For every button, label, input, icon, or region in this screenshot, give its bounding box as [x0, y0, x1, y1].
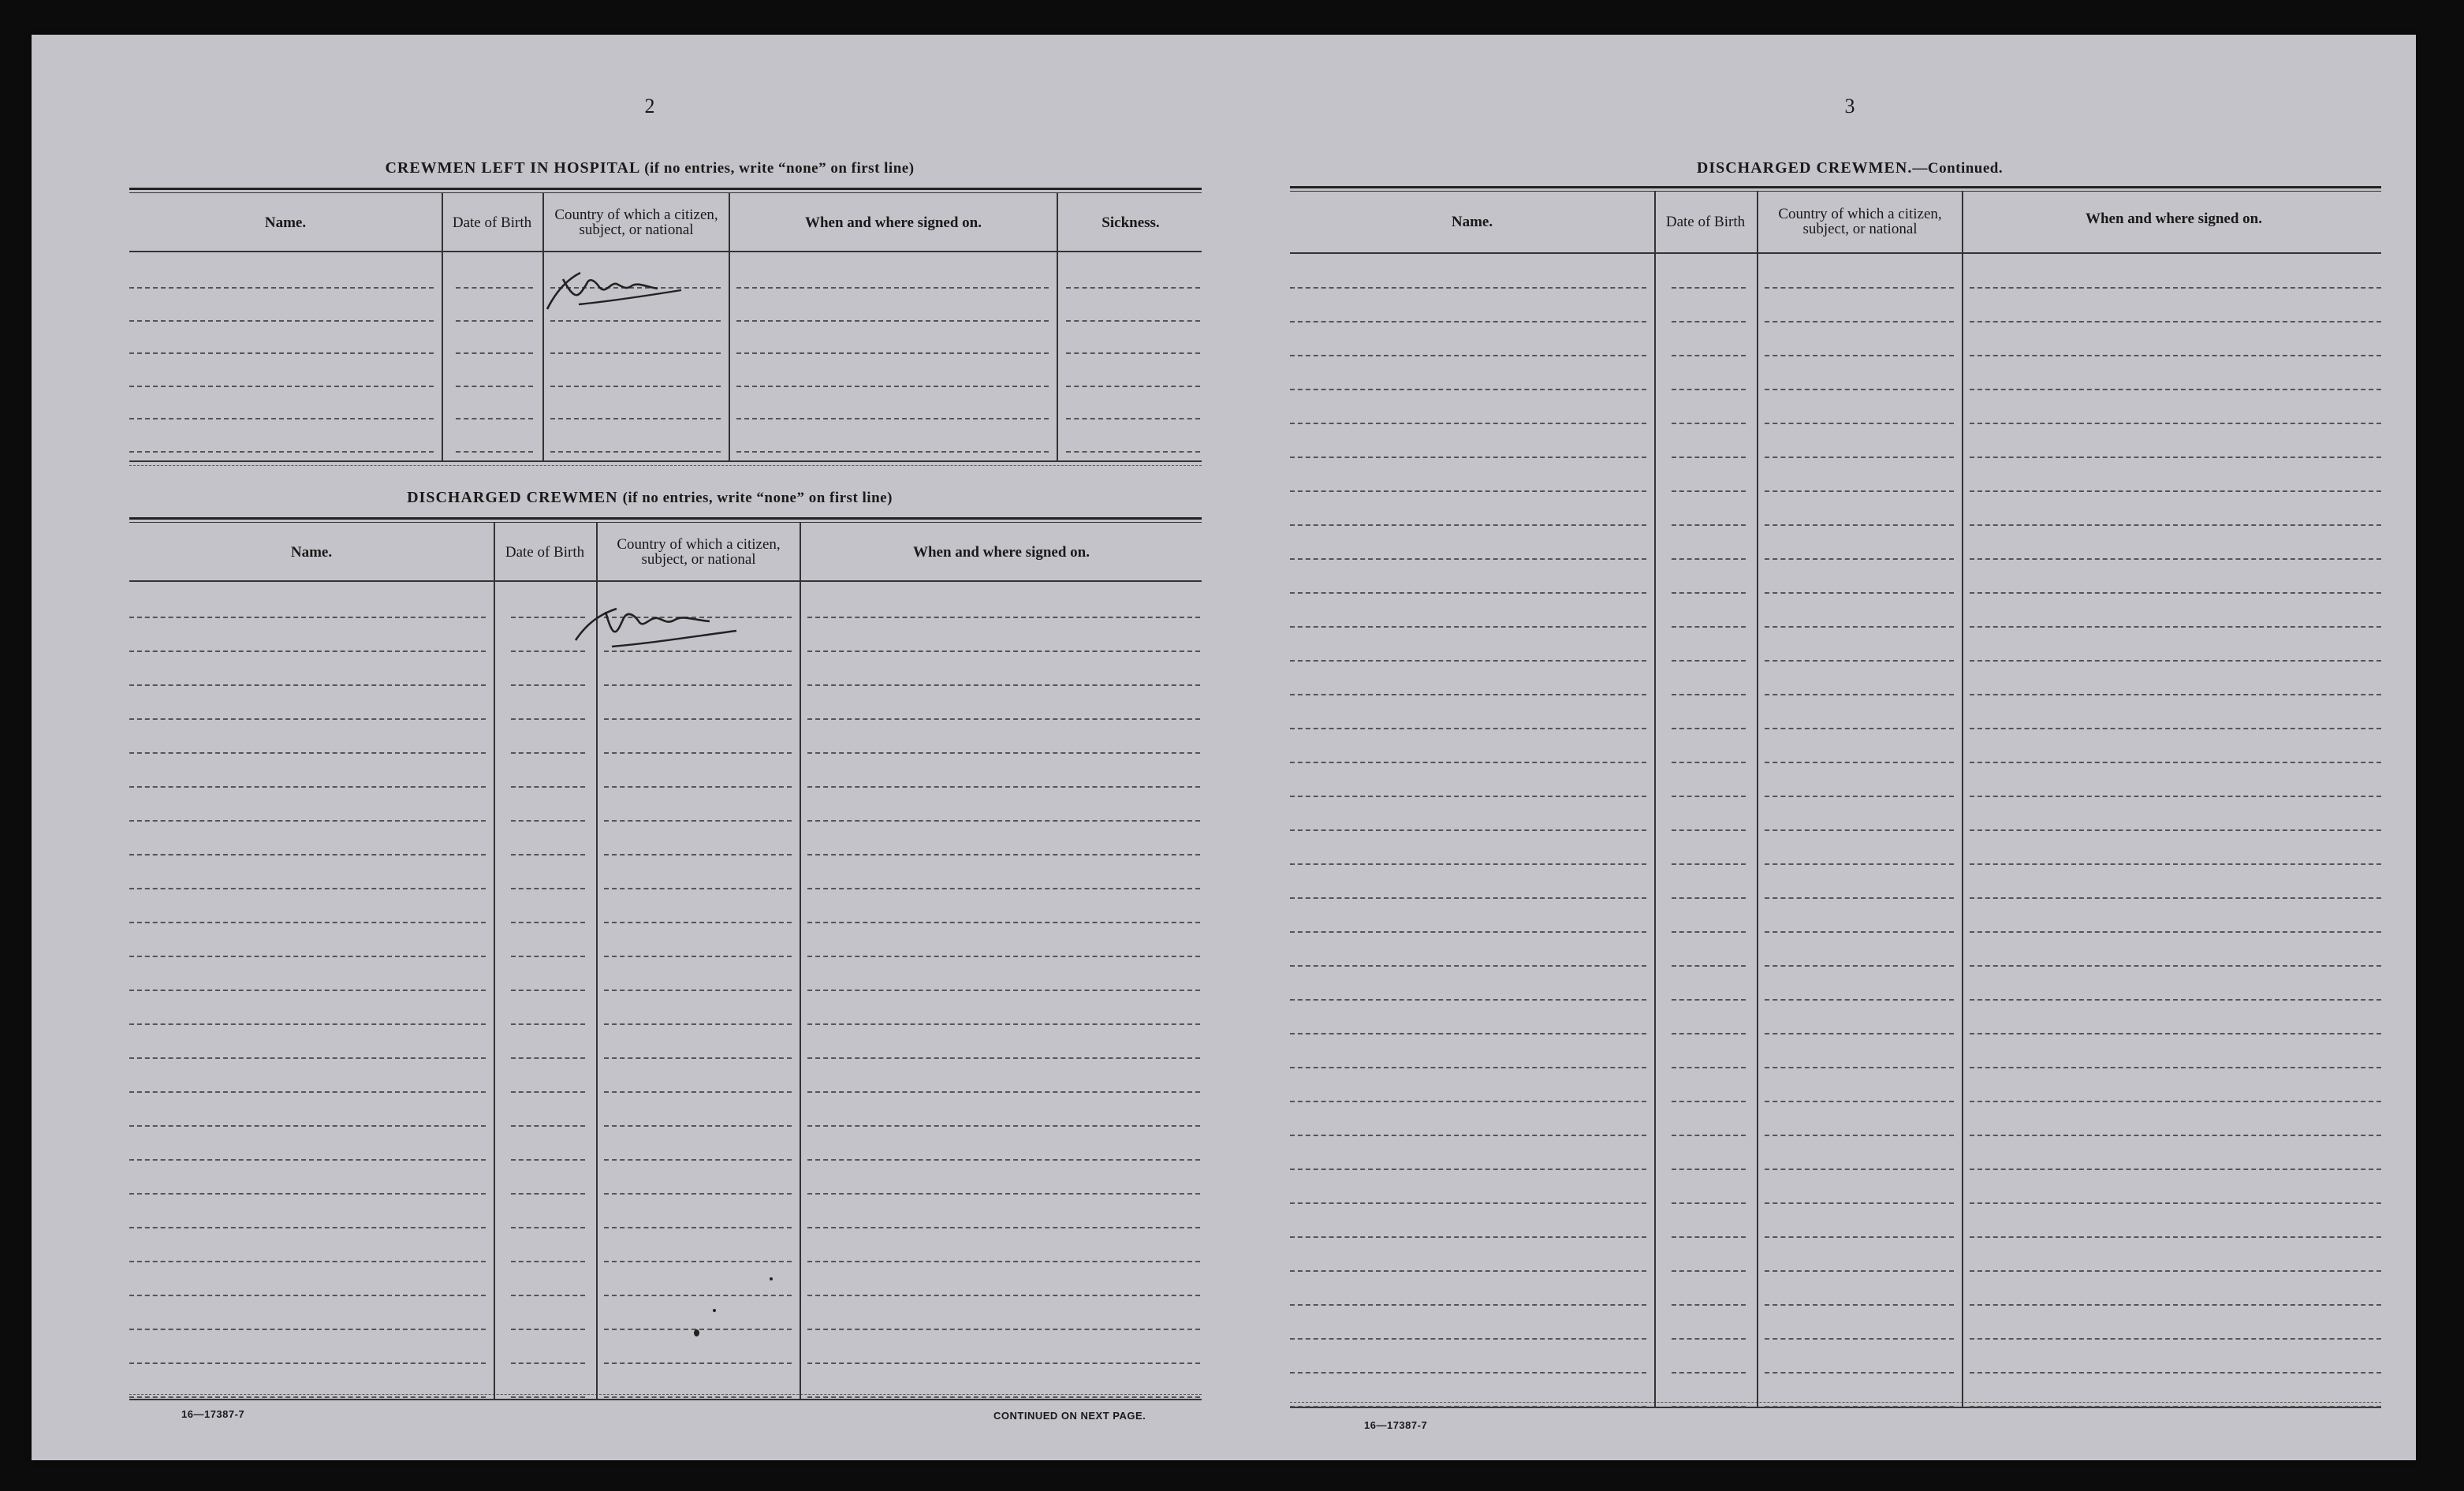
column-header-date-of-birth: Date of Birth — [452, 214, 532, 231]
blank-entry-line — [129, 1295, 486, 1296]
blank-entry-line — [511, 854, 585, 855]
blank-entry-line — [736, 418, 1049, 419]
discharged-continued-title-text: DISCHARGED CREWMEN. — [1696, 159, 1913, 177]
blank-entry-line — [1765, 1270, 1954, 1272]
blank-entry-line — [1970, 1202, 2381, 1204]
blank-entry-line — [1765, 423, 1954, 424]
blank-entry-line — [511, 1396, 585, 1398]
blank-entry-line — [1970, 321, 2381, 322]
ink-speck — [770, 1277, 773, 1280]
blank-entry-line — [1970, 1304, 2381, 1306]
blank-entry-line — [1765, 1304, 1954, 1306]
blank-entry-line — [511, 1261, 585, 1262]
blank-entry-line — [1672, 1406, 1746, 1407]
blank-entry-line — [550, 320, 721, 322]
blank-entry-line — [807, 1227, 1200, 1228]
blank-entry-line — [129, 1396, 486, 1398]
blank-entry-line — [456, 386, 533, 387]
blank-entry-line — [1672, 490, 1746, 492]
blank-entry-line — [1290, 762, 1646, 763]
blank-entry-line — [1290, 389, 1646, 390]
blank-entry-line — [129, 718, 486, 720]
blank-entry-line — [1765, 694, 1954, 695]
blank-entry-line — [129, 617, 486, 618]
blank-entry-line — [1765, 863, 1954, 865]
hospital-section-title — [98, 159, 1202, 177]
blank-entry-line — [1765, 897, 1954, 899]
blank-entry-line — [807, 1193, 1200, 1195]
blank-entry-line — [1765, 1169, 1954, 1170]
blank-entry-line — [1672, 1101, 1746, 1102]
blank-entry-line — [1970, 999, 2381, 1001]
blank-entry-line — [1970, 1406, 2381, 1407]
blank-entry-line — [1672, 524, 1746, 526]
blank-entry-line — [129, 287, 434, 289]
blank-entry-line — [604, 684, 792, 686]
column-header-country: Country of which a citizen, subject, or national — [1778, 206, 1942, 237]
blank-entry-line — [1672, 829, 1746, 831]
blank-entry-line — [1290, 965, 1646, 967]
blank-entry-line — [807, 854, 1200, 855]
blank-entry-line — [807, 786, 1200, 788]
blank-entry-line — [1290, 423, 1646, 424]
blank-entry-line — [807, 888, 1200, 889]
blank-entry-line — [604, 1091, 792, 1093]
blank-entry-line — [511, 752, 585, 754]
blank-entry-line — [1672, 457, 1746, 458]
blank-entry-line — [1290, 287, 1646, 289]
blank-entry-line — [511, 718, 585, 720]
blank-entry-line — [1672, 1202, 1746, 1204]
blank-entry-line — [807, 1295, 1200, 1296]
blank-entry-line — [550, 451, 721, 453]
blank-entry-line — [807, 718, 1200, 720]
blank-entry-line — [1290, 1406, 1646, 1407]
blank-entry-line — [511, 990, 585, 991]
blank-entry-line — [129, 1125, 486, 1127]
blank-entry-line — [807, 1362, 1200, 1364]
blank-entry-line — [456, 320, 533, 322]
blank-entry-line — [1970, 796, 2381, 797]
blank-entry-line — [129, 1193, 486, 1195]
blank-entry-line — [1765, 1101, 1954, 1102]
blank-entry-line — [129, 1023, 486, 1025]
blank-entry-line — [129, 320, 434, 322]
blank-entry-line — [129, 386, 434, 387]
blank-entry-line — [1970, 897, 2381, 899]
blank-entry-line — [1672, 626, 1746, 628]
blank-entry-line — [1672, 355, 1746, 356]
blank-entry-line — [1290, 355, 1646, 356]
blank-entry-line — [1672, 423, 1746, 424]
blank-entry-line — [1290, 626, 1646, 628]
blank-entry-line — [604, 956, 792, 957]
blank-entry-line — [1290, 1304, 1646, 1306]
blank-entry-line — [456, 418, 533, 419]
blank-entry-line — [604, 1295, 792, 1296]
document-scan — [32, 35, 2416, 1460]
blank-entry-line — [1672, 965, 1746, 967]
blank-entry-line — [1765, 931, 1954, 933]
discharged-section-title — [98, 489, 1202, 507]
blank-entry-line — [604, 718, 792, 720]
blank-entry-line — [604, 1023, 792, 1025]
column-header-date-of-birth: Date of Birth — [505, 543, 585, 561]
blank-entry-line — [1970, 1067, 2381, 1068]
blank-entry-line — [1672, 1338, 1746, 1340]
blank-entry-line — [1765, 1372, 1954, 1374]
blank-entry-line — [1765, 558, 1954, 560]
blank-entry-line — [1290, 490, 1646, 492]
blank-entry-line — [604, 888, 792, 889]
blank-entry-line — [736, 451, 1049, 453]
blank-entry-line — [511, 922, 585, 923]
blank-entry-line — [1672, 1270, 1746, 1272]
blank-entry-line — [1970, 1135, 2381, 1136]
blank-entry-line — [1290, 1236, 1646, 1238]
blank-entry-line — [1970, 1270, 2381, 1272]
blank-entry-line — [1970, 762, 2381, 763]
blank-entry-line — [604, 1125, 792, 1127]
blank-entry-line — [1970, 1101, 2381, 1102]
blank-entry-line — [1970, 1169, 2381, 1170]
blank-entry-line — [807, 1023, 1200, 1025]
blank-entry-line — [1290, 863, 1646, 865]
blank-entry-line — [807, 990, 1200, 991]
blank-entry-line — [511, 786, 585, 788]
blank-entry-line — [511, 1057, 585, 1059]
blank-entry-line — [129, 1329, 486, 1330]
blank-entry-line — [1672, 1236, 1746, 1238]
blank-entry-line — [1970, 965, 2381, 967]
blank-entry-line — [807, 1057, 1200, 1059]
blank-entry-line — [1765, 389, 1954, 390]
blank-entry-line — [1290, 321, 1646, 322]
blank-entry-line — [511, 888, 585, 889]
blank-entry-line — [1672, 999, 1746, 1001]
blank-entry-line — [736, 352, 1049, 354]
blank-entry-line — [129, 1091, 486, 1093]
blank-entry-line — [1765, 490, 1954, 492]
blank-entry-line — [1765, 829, 1954, 831]
blank-entry-line — [129, 1057, 486, 1059]
blank-entry-line — [129, 854, 486, 855]
hospital-title-note: (if no entries, write “none” on first line) — [644, 160, 915, 177]
blank-entry-line — [129, 956, 486, 957]
blank-entry-line — [129, 1159, 486, 1161]
blank-entry-line — [1290, 1033, 1646, 1034]
blank-entry-line — [1672, 1067, 1746, 1068]
blank-entry-line — [1672, 1033, 1746, 1034]
blank-entry-line — [807, 1396, 1200, 1398]
blank-entry-line — [1290, 457, 1646, 458]
discharged-continued-title — [1290, 159, 2410, 177]
blank-entry-line — [1970, 1236, 2381, 1238]
blank-entry-line — [807, 956, 1200, 957]
column-header-sickness: Sickness. — [1102, 214, 1160, 231]
blank-entry-line — [736, 320, 1049, 322]
blank-entry-line — [129, 352, 434, 354]
blank-entry-line — [511, 684, 585, 686]
blank-entry-line — [129, 451, 434, 453]
blank-entry-line — [807, 752, 1200, 754]
blank-entry-line — [1290, 1101, 1646, 1102]
blank-entry-line — [129, 650, 486, 652]
blank-entry-line — [456, 451, 533, 453]
blank-entry-line — [129, 1362, 486, 1364]
blank-entry-line — [807, 617, 1200, 618]
blank-entry-line — [1970, 592, 2381, 594]
blank-entry-line — [511, 1091, 585, 1093]
blank-entry-line — [129, 990, 486, 991]
blank-entry-line — [1672, 728, 1746, 729]
blank-entry-line — [129, 1227, 486, 1228]
blank-entry-line — [511, 1159, 585, 1161]
blank-entry-line — [604, 1396, 792, 1398]
blank-entry-line — [807, 922, 1200, 923]
blank-entry-line — [550, 418, 721, 419]
blank-entry-line — [1672, 796, 1746, 797]
blank-entry-line — [1290, 829, 1646, 831]
blank-entry-line — [1290, 592, 1646, 594]
blank-entry-line — [1066, 287, 1200, 289]
blank-entry-line — [1672, 1304, 1746, 1306]
blank-entry-line — [1765, 355, 1954, 356]
handwritten-none-discharged — [571, 585, 760, 656]
blank-entry-line — [550, 352, 721, 354]
blank-entry-line — [129, 1261, 486, 1262]
page-number: 2 — [644, 95, 655, 117]
blank-entry-line — [604, 752, 792, 754]
blank-entry-line — [604, 1057, 792, 1059]
blank-entry-line — [1672, 389, 1746, 390]
blank-entry-line — [129, 684, 486, 686]
blank-entry-line — [1066, 451, 1200, 453]
blank-entry-line — [1765, 796, 1954, 797]
blank-entry-line — [129, 418, 434, 419]
blank-entry-line — [807, 684, 1200, 686]
column-header-name: Name. — [1451, 213, 1493, 230]
blank-entry-line — [550, 386, 721, 387]
blank-entry-line — [1765, 457, 1954, 458]
blank-entry-line — [1290, 524, 1646, 526]
blank-entry-line — [1066, 352, 1200, 354]
column-header-country: Country of which a citizen, subject, or national — [617, 536, 781, 568]
blank-entry-line — [1765, 762, 1954, 763]
blank-entry-line — [1672, 1169, 1746, 1170]
blank-entry-line — [1970, 457, 2381, 458]
column-header-when-where: When and where signed on. — [2085, 210, 2262, 227]
blank-entry-line — [129, 786, 486, 788]
blank-entry-line — [1970, 626, 2381, 628]
blank-entry-line — [807, 820, 1200, 822]
column-header-date-of-birth: Date of Birth — [1665, 213, 1746, 230]
blank-entry-line — [1970, 355, 2381, 356]
blank-entry-line — [1765, 287, 1954, 289]
blank-entry-line — [1970, 829, 2381, 831]
blank-entry-line — [1290, 1202, 1646, 1204]
page-3 — [1290, 95, 2410, 1435]
blank-entry-line — [1970, 389, 2381, 390]
blank-entry-line — [1290, 1270, 1646, 1272]
blank-entry-line — [1672, 931, 1746, 933]
hospital-title-text: CREWMEN LEFT IN HOSPITAL — [385, 159, 640, 177]
blank-entry-line — [456, 287, 533, 289]
blank-entry-line — [1970, 694, 2381, 695]
discharged-title-text: DISCHARGED CREWMEN — [407, 489, 618, 506]
blank-entry-line — [1672, 897, 1746, 899]
blank-entry-line — [1290, 660, 1646, 662]
column-header-name: Name. — [264, 214, 307, 231]
blank-entry-line — [604, 1193, 792, 1195]
blank-entry-line — [1970, 490, 2381, 492]
blank-entry-line — [1672, 321, 1746, 322]
blank-entry-line — [511, 1329, 585, 1330]
blank-entry-line — [1765, 1406, 1954, 1407]
blank-entry-line — [1765, 1236, 1954, 1238]
blank-entry-line — [1970, 558, 2381, 560]
continued-note: CONTINUED ON NEXT PAGE. — [993, 1410, 1146, 1422]
blank-entry-line — [604, 786, 792, 788]
blank-entry-line — [1970, 1372, 2381, 1374]
blank-entry-line — [1970, 524, 2381, 526]
blank-entry-line — [1765, 1338, 1954, 1340]
discharged-continued-table — [1290, 186, 2381, 1408]
blank-entry-line — [1672, 287, 1746, 289]
blank-entry-line — [1290, 694, 1646, 695]
ink-speck — [694, 1329, 699, 1336]
blank-entry-line — [1290, 796, 1646, 797]
blank-entry-line — [1765, 592, 1954, 594]
discharged-title-note: (if no entries, write “none” on first line) — [622, 490, 893, 506]
blank-entry-line — [1765, 524, 1954, 526]
blank-entry-line — [456, 352, 533, 354]
blank-entry-line — [1290, 1169, 1646, 1170]
blank-entry-line — [1970, 287, 2381, 289]
blank-entry-line — [807, 1261, 1200, 1262]
blank-entry-line — [511, 1295, 585, 1296]
blank-entry-line — [1066, 418, 1200, 419]
blank-entry-line — [511, 820, 585, 822]
blank-entry-line — [1765, 999, 1954, 1001]
blank-entry-line — [1970, 863, 2381, 865]
blank-entry-line — [1672, 1135, 1746, 1136]
form-number: 16—17387-7 — [1364, 1419, 1428, 1431]
blank-entry-line — [807, 1091, 1200, 1093]
blank-entry-line — [1290, 1372, 1646, 1374]
blank-entry-line — [1765, 728, 1954, 729]
blank-entry-line — [1970, 423, 2381, 424]
discharged-table — [129, 517, 1202, 1400]
blank-entry-line — [1970, 660, 2381, 662]
blank-entry-line — [1672, 660, 1746, 662]
column-header-country: Country of which a citizen, subject, or national — [554, 207, 718, 238]
handwritten-none-hospital — [539, 255, 697, 319]
blank-entry-line — [1765, 626, 1954, 628]
column-header-when-where: When and where signed on. — [912, 543, 1090, 561]
blank-entry-line — [129, 922, 486, 923]
blank-entry-line — [604, 854, 792, 855]
blank-entry-line — [1672, 863, 1746, 865]
blank-entry-line — [1672, 592, 1746, 594]
blank-entry-line — [1765, 1033, 1954, 1034]
blank-entry-line — [1765, 1067, 1954, 1068]
continued-suffix: —Continued. — [1912, 160, 2004, 177]
blank-entry-line — [1290, 999, 1646, 1001]
blank-entry-line — [1290, 1067, 1646, 1068]
blank-entry-line — [1066, 320, 1200, 322]
column-header-when-where: When and where signed on. — [804, 214, 982, 231]
blank-entry-line — [511, 1193, 585, 1195]
blank-entry-line — [604, 990, 792, 991]
blank-entry-line — [1672, 762, 1746, 763]
blank-entry-line — [129, 888, 486, 889]
blank-entry-line — [511, 1362, 585, 1364]
blank-entry-line — [511, 1227, 585, 1228]
blank-entry-line — [807, 650, 1200, 652]
blank-entry-line — [604, 1227, 792, 1228]
blank-entry-line — [807, 1329, 1200, 1330]
blank-entry-line — [736, 386, 1049, 387]
blank-entry-line — [1290, 1135, 1646, 1136]
blank-entry-line — [1290, 897, 1646, 899]
blank-entry-line — [1970, 931, 2381, 933]
blank-entry-line — [604, 1362, 792, 1364]
blank-entry-line — [1765, 965, 1954, 967]
blank-entry-line — [1290, 931, 1646, 933]
blank-entry-line — [807, 1125, 1200, 1127]
blank-entry-line — [1290, 558, 1646, 560]
blank-entry-line — [129, 820, 486, 822]
blank-entry-line — [1765, 321, 1954, 322]
blank-entry-line — [1970, 728, 2381, 729]
blank-entry-line — [604, 1261, 792, 1262]
blank-entry-line — [511, 956, 585, 957]
blank-entry-line — [604, 820, 792, 822]
blank-entry-line — [1290, 1338, 1646, 1340]
blank-entry-line — [1765, 660, 1954, 662]
hospital-table — [129, 188, 1202, 464]
blank-entry-line — [604, 922, 792, 923]
column-header-name: Name. — [290, 543, 333, 561]
page-2 — [98, 95, 1202, 1435]
blank-entry-line — [604, 1159, 792, 1161]
blank-entry-line — [511, 1023, 585, 1025]
blank-entry-line — [1672, 694, 1746, 695]
ink-speck — [713, 1309, 716, 1312]
blank-entry-line — [807, 1159, 1200, 1161]
blank-entry-line — [1765, 1135, 1954, 1136]
blank-entry-line — [1672, 1372, 1746, 1374]
blank-entry-line — [736, 287, 1049, 289]
page-number: 3 — [1844, 95, 1855, 117]
blank-entry-line — [1290, 728, 1646, 729]
blank-entry-line — [1066, 386, 1200, 387]
blank-entry-line — [1970, 1033, 2381, 1034]
blank-entry-line — [129, 752, 486, 754]
blank-entry-line — [1970, 1338, 2381, 1340]
blank-entry-line — [1765, 1202, 1954, 1204]
blank-entry-line — [1672, 558, 1746, 560]
form-number: 16—17387-7 — [181, 1408, 245, 1420]
blank-entry-line — [511, 1125, 585, 1127]
